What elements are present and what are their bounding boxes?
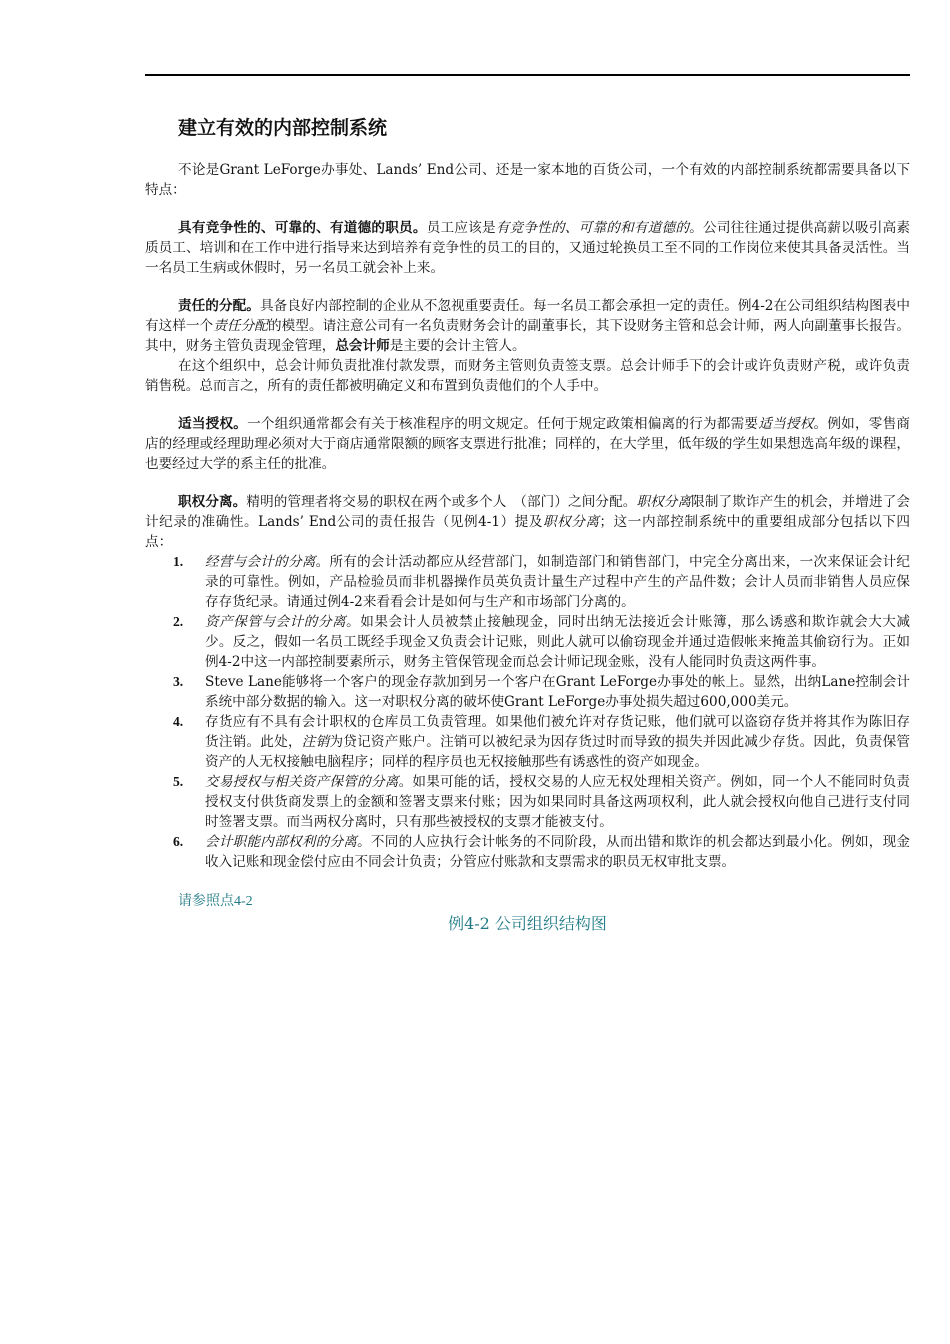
section-heading: 建立有效的内部控制系统 bbox=[178, 117, 388, 139]
figure-caption: 例4-2 公司组织结构图 bbox=[448, 914, 607, 933]
document-body bbox=[145, 114, 910, 934]
list-item: 2. 资产保管与会计的分离。如果会计人员被禁止接触现金，同时出纳无法接近会计账簿，那么诱惑和欺诈就会大大减少。反之，假如一名员工既经手现金又负责会计记账，则此人就可以偷窃现金并通过造假帐来掩盖其偷窃行为。正如例4-2中这一内部控制要素所示，财务主管保管现金而总会计师记现金账，没有人能同时负责这两件事。 bbox=[173, 614, 911, 670]
list-item: 4. 存货应有不具有会计职权的仓库员工负责管理。如果他们被允许对存货记账，他们就可以盗窃存货并将其作为陈旧存货注销。此处，注销为贷记资产账户。注销可以被纪录为因存货过时而导致的损失并因此减少存货。因此，负责保管资产的人无权接触电脑程序；同样的程序员也无权接触那些有诱惑性的资产如现金。 bbox=[173, 714, 910, 770]
paragraph-authorization: 适当授权。一个组织通常都会有关于核准程序的明文规定。任何于规定政策相偏离的行为都需要适当授权。例如，零售商店的经理或经理助理必须对大于商店通常限额的顾客支票进行批准；同样的，在大学里，低年级的学生如果想选高年级的课程，也要经过大学的系主任的批准。 bbox=[145, 416, 911, 472]
intro-paragraph: 不论是Grant LeForge办事处、Lands’ End公司、还是一家本地的百货公司，一个有效的内部控制系统都需要具备以下特点： bbox=[145, 162, 910, 198]
list-item: 6. 会计职能内部权利的分离。不同的人应执行会计帐务的不同阶段，从而出错和欺诈的机会都达到最小化。例如，现金收入记账和现金偿付应由不同会计负责；分管应付账款和支票需求的职员无权审批支票。 bbox=[173, 834, 910, 870]
list-item: 5. 交易授权与相关资产保管的分离。如果可能的话，授权交易的人应无权处理相关资产。例如，同一个人不能同时负责授权支付供货商发票上的金额和签署支票来付账；因为如果同时具备这两项权利，此人就会授权向他自己进行支付同时签署支票。而当两权分离时，只有那些被授权的支票才能被支付。 bbox=[173, 774, 910, 830]
reference-link[interactable]: 请参照点4-2 bbox=[178, 894, 253, 909]
separation-list bbox=[145, 552, 910, 872]
paragraph-responsibility: 责任的分配。具备良好内部控制的企业从不忽视重要责任。每一名员工都会承担一定的责任。例4-2在公司组织结构图表中有这样一个责任分配的模型。请注意公司有一名负责财务会计的副董事长，其下设财务主管和总会计师，两人向副董事长报告。其中，财务主管负责现金管理，总会计师是主要的会计主管人。 bbox=[145, 298, 911, 354]
list-item: 1. 经营与会计的分离。所有的会计活动都应从经营部门，如制造部门和销售部门，中完全分离出来，一次来保证会计纪录的可靠性。例如，产品检验员而非机器操作员英负责计量生产过程中产生的产品件数；会计人员而非销售人员应保存存货纪录。请通过例4-2来看看会计是如何与生产和市场部门分离的。 bbox=[173, 554, 910, 610]
paragraph-responsibility-2: 在这个组织中，总会计师负责批准付款发票，而财务主管则负责签支票。总会计师手下的会计或许负责财产税，或许负责销售税。总而言之，所有的责任都被明确定义和布置到负责他们的个人手中。 bbox=[145, 358, 910, 394]
term-responsibility: 责任的分配。 bbox=[178, 298, 260, 314]
header-rule bbox=[145, 74, 910, 76]
paragraph-separation-of-duties: 职权分离。精明的管理者将交易的职权在两个或多个人 （部门）之间分配。职权分离限制了欺诈产生的机会，并增进了会计纪录的准确性。Lands’ End公司的责任报告（见例4-1）提及职权分离；这一内部控制系统中的重要组成部分包括以下四点： bbox=[145, 494, 911, 550]
term-competent-staff: 具有竞争性的、可靠的、有道德的职员。 bbox=[178, 220, 427, 236]
list-item: 3. Steve Lane能够将一个客户的现金存款加到另一个客户在Grant LeForge办事处的帐上。显然，出纳Lane控制会计系统中部分数据的输入。这一对职权分离的破坏使Grant LeForge办事处损失超过600,000美元。 bbox=[173, 674, 910, 710]
term-authorization: 适当授权。 bbox=[178, 416, 248, 432]
paragraph-competent-staff: 具有竞争性的、可靠的、有道德的职员。员工应该是有竞争性的、可靠的和有道德的。公司往往通过提供高薪以吸引高素质员工、培训和在工作中进行指导来达到培养有竞争性的员工的目的，又通过轮换员工至不同的工作岗位来使其具备灵活性。当一名员工生病或休假时，另一名员工就会补上来。 bbox=[145, 220, 911, 276]
term-separation: 职权分离。 bbox=[178, 494, 247, 510]
